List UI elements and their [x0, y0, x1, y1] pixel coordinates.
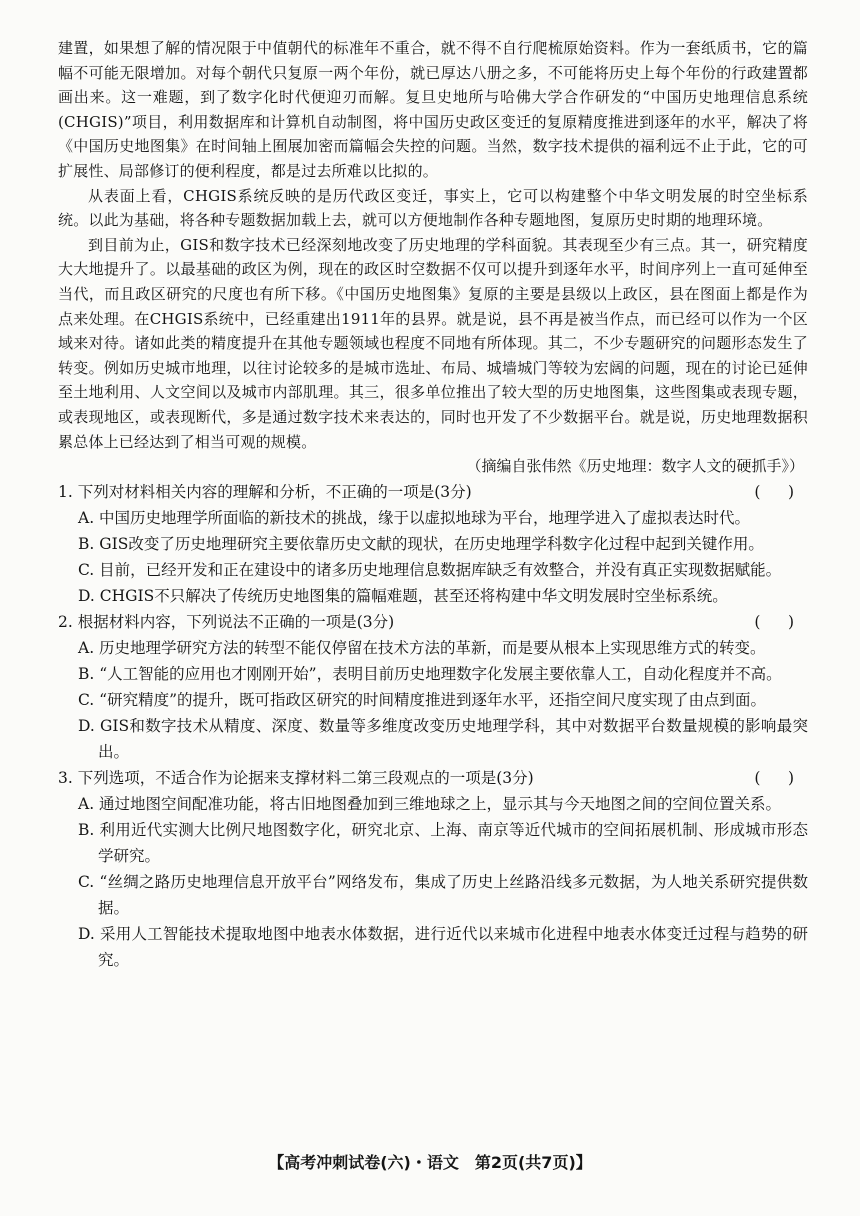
- passage-paragraph: 从表面上看，CHGIS系统反映的是历代政区变迁，事实上，它可以构建整个中华文明发展的时空坐标系统。以此为基础，将各种专题数据加载上去，就可以方便地制作各种专题地图，复原历史时期的地理环境。: [58, 186, 808, 230]
- question-2: [58, 609, 808, 765]
- option-d: D. CHGIS不只解决了传统历史地图集的篇幅难题，甚至还将构建中华文明发展时空坐标系统。: [78, 586, 728, 605]
- option-c: C. “丝绸之路历史地理信息开放平台”网络发布，集成了历史上丝路沿线多元数据，为人地关系研究提供数据。: [78, 872, 808, 917]
- option-c: C. “研究精度”的提升，既可指政区研究的时间精度推进到逐年水平，还指空间尺度实现了由点到面。: [78, 690, 767, 709]
- page-footer: 【高考冲刺试卷(六)・语文 第2页(共7页)】: [268, 1153, 592, 1172]
- answer-blank: ( ): [754, 482, 800, 501]
- question-stem: [58, 609, 808, 635]
- question-1: [58, 479, 808, 609]
- question-stem-text: 1. 下列对材料相关内容的理解和分析，不正确的一项是(3分): [58, 482, 472, 501]
- answer-blank: ( ): [754, 768, 800, 787]
- question-stem: [58, 479, 808, 505]
- passage-paragraph: 到目前为止，GIS和数字技术已经深刻地改变了历史地理的学科面貌。其表现至少有三点。其一，研究精度大大地提升了。以最基础的政区为例，现在的政区时空数据不仅可以提升到逐年水平，时间序列上一直可延伸至当代，而且政区研究的尺度也有所下移。《中国历史地图集》复原的主要是县级以上政区，县在图面上都是作为点来处理。在CHGIS系统中，已经重建出1911年的县界。就是说，县不再是被当作点，而已经可以作为一个区域来对待。诸如此类的精度提升在其他专题领域也程度不同地有所体现。其二，不少专题研究的问题形态发生了转变。例如历史城市地理，以往讨论较多的是城市选址、布局、城墙城门等较为宏阔的问题，现在的讨论已延伸至土地利用、人文空间以及城市内部肌理。其三，很多单位推出了较大型的历史地图集，这些图集或表现专题，或表现地区，或表现断代，多是通过数字技术来表达的，同时也开发了不少数据平台。就是说，历史地理数据积累总体上已经达到了相当可观的规模。: [58, 235, 808, 451]
- option-b: B. “人工智能的应用也才刚刚开始”，表明目前历史地理数字化发展主要依靠人工，自动化程度并不高。: [78, 664, 782, 683]
- passage-paragraph: 建置，如果想了解的情况限于中值朝代的标准年不重合，就不得不自行爬梳原始资料。作为一套纸质书，它的篇幅不可能无限增加。对每个朝代只复原一两个年份，就已厚达八册之多，不可能将历史上每个年份的行政建置都画出来。这一难题，到了数字化时代便迎刃而解。复旦史地所与哈佛大学合作研发的“中国历史地理信息系统(CHGIS)”项目，利用数据库和计算机自动制图，将中国历史政区变迁的复原精度推进到逐年的水平，解决了将《中国历史地图集》在时间轴上囿展加密而篇幅会失控的问题。当然，数字技术提供的福利远不止于此，它的可扩展性、局部修订的便利程度，都是过去所难以比拟的。: [58, 39, 808, 180]
- option-c: C. 目前，已经开发和正在建设中的诸多历史地理信息数据库缺乏有效整合，并没有真正实现数据赋能。: [78, 560, 782, 579]
- option-d: D. GIS和数字技术从精度、深度、数量等多维度改变历史地理学科，其中对数据平台数量规模的影响最突出。: [78, 716, 808, 761]
- option-a: A. 通过地图空间配准功能，将古旧地图叠加到三维地球之上，显示其与今天地图之间的空间位置关系。: [78, 794, 782, 813]
- option-b: B. GIS改变了历史地理研究主要依靠历史文献的现状，在历史地理学科数字化过程中起到关键作用。: [78, 534, 764, 553]
- question-stem-text: 2. 根据材料内容，下列说法不正确的一项是(3分): [58, 612, 395, 631]
- option-a: A. 历史地理学研究方法的转型不能仅停留在技术方法的革新，而是要从根本上实现思维方式的转变。: [78, 638, 766, 657]
- option-b: B. 利用近代实测大比例尺地图数字化，研究北京、上海、南京等近代城市的空间拓展机制、形成城市形态学研究。: [78, 820, 808, 865]
- question-3: [58, 765, 808, 973]
- answer-blank: ( ): [754, 612, 800, 631]
- question-stem-text: 3. 下列选项，不适合作为论据来支撑材料二第三段观点的一项是(3分): [58, 768, 534, 787]
- option-d: D. 采用人工智能技术提取地图中地表水体数据，进行近代以来城市化进程中地表水体变迁过程与趋势的研究。: [78, 924, 808, 969]
- question-stem: [58, 765, 808, 791]
- reading-passage: [58, 36, 808, 479]
- option-a: A. 中国历史地理学所面临的新技术的挑战，缘于以虚拟地球为平台，地理学进入了虚拟表达时代。: [78, 508, 751, 527]
- passage-source: （摘编自张伟然《历史地理：数字人文的硬抓手》）: [466, 457, 804, 476]
- exam-page: [58, 36, 808, 973]
